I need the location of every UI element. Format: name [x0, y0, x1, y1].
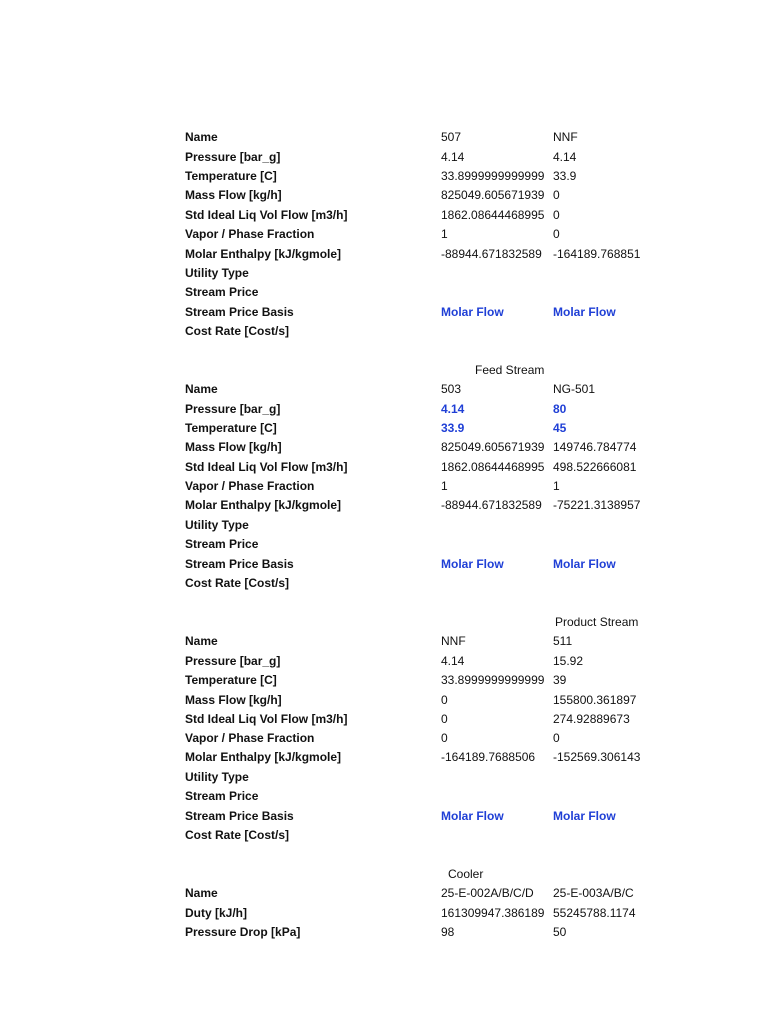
- section-header: Cooler: [448, 867, 484, 881]
- row-label: Stream Price: [185, 789, 259, 803]
- cell-value: 98: [441, 925, 455, 939]
- row-label: Vapor / Phase Fraction: [185, 731, 315, 745]
- cell-value: NNF: [553, 130, 578, 144]
- cell-value: 4.14: [553, 150, 577, 164]
- row-label: Mass Flow [kg/h]: [185, 440, 282, 454]
- table-row: [0, 534, 768, 554]
- table-row: [0, 883, 768, 903]
- table-row: [0, 709, 768, 729]
- row-label: Stream Price Basis: [185, 809, 294, 823]
- cell-value: 155800.361897: [553, 693, 637, 707]
- cell-value: 503: [441, 382, 462, 396]
- section-header-row: [0, 612, 768, 632]
- row-label: Utility Type: [185, 770, 249, 784]
- cell-value: -152569.306143: [553, 750, 641, 764]
- cell-value: 4.14: [441, 402, 465, 416]
- row-label: Cost Rate [Cost/s]: [185, 828, 290, 842]
- table-row: [0, 670, 768, 690]
- cell-value: Molar Flow: [441, 557, 504, 571]
- cell-value: 498.522666081: [553, 460, 637, 474]
- row-label: Utility Type: [185, 266, 249, 280]
- cell-value: 33.9: [441, 421, 465, 435]
- cell-value: 511: [553, 634, 573, 648]
- row-label: Stream Price Basis: [185, 557, 294, 571]
- row-label: Vapor / Phase Fraction: [185, 227, 315, 241]
- section-header: Feed Stream: [475, 363, 545, 377]
- cell-value: 25-E-003A/B/C: [553, 886, 634, 900]
- section-header-row: [0, 864, 768, 884]
- cell-value: 1862.08644468995: [441, 208, 545, 222]
- row-label: Pressure Drop [kPa]: [185, 925, 301, 939]
- row-label: Temperature [C]: [185, 421, 277, 435]
- row-label: Pressure [bar_g]: [185, 402, 281, 416]
- row-label: Vapor / Phase Fraction: [185, 479, 315, 493]
- row-label: Stream Price Basis: [185, 305, 294, 319]
- row-label: Name: [185, 382, 218, 396]
- row-label: Stream Price: [185, 537, 259, 551]
- table-row: [0, 244, 768, 264]
- table-row: [0, 476, 768, 496]
- table-row: [0, 321, 768, 341]
- cell-value: NG-501: [553, 382, 596, 396]
- cell-value: -88944.671832589: [441, 498, 542, 512]
- cell-value: Molar Flow: [441, 305, 504, 319]
- table-row: [0, 728, 768, 748]
- row-label: Cost Rate [Cost/s]: [185, 324, 290, 338]
- cell-value: 55245788.1174: [553, 906, 636, 920]
- table-row: [0, 806, 768, 826]
- cell-value: 0: [441, 731, 448, 745]
- table-row: [0, 903, 768, 923]
- cell-value: 4.14: [441, 150, 465, 164]
- table-row: [0, 185, 768, 205]
- table-row: [0, 147, 768, 167]
- table-row: [0, 767, 768, 787]
- table-row: [0, 651, 768, 671]
- section-header-row: [0, 360, 768, 380]
- cell-value: 39: [553, 673, 567, 687]
- cell-value: 0: [553, 208, 560, 222]
- table-row: [0, 418, 768, 438]
- table-row: [0, 554, 768, 574]
- row-label: Cost Rate [Cost/s]: [185, 576, 290, 590]
- table-row: [0, 127, 768, 147]
- table-row: [0, 515, 768, 535]
- cell-value: 0: [441, 712, 448, 726]
- table-row: [0, 690, 768, 710]
- cell-value: 15.92: [553, 654, 584, 668]
- cell-value: 50: [553, 925, 567, 939]
- cell-value: 25-E-002A/B/C/D: [441, 886, 534, 900]
- row-label: Mass Flow [kg/h]: [185, 693, 282, 707]
- row-label: Duty [kJ/h]: [185, 906, 248, 920]
- row-label: Name: [185, 130, 218, 144]
- row-label: Utility Type: [185, 518, 249, 532]
- row-label: Std Ideal Liq Vol Flow [m3/h]: [185, 712, 348, 726]
- cell-value: 0: [553, 188, 560, 202]
- cell-value: 33.8999999999999: [441, 169, 545, 183]
- table-row: [0, 437, 768, 457]
- row-label: Stream Price: [185, 285, 259, 299]
- row-label: Mass Flow [kg/h]: [185, 188, 282, 202]
- table-row: [0, 786, 768, 806]
- table-row: [0, 166, 768, 186]
- cell-value: 1: [553, 479, 560, 493]
- row-label: Name: [185, 634, 218, 648]
- cell-value: Molar Flow: [553, 305, 616, 319]
- table-row: [0, 379, 768, 399]
- cell-value: 825049.605671939: [441, 188, 545, 202]
- cell-value: Molar Flow: [553, 809, 616, 823]
- row-label: Temperature [C]: [185, 169, 277, 183]
- table-row: [0, 495, 768, 515]
- cell-value: -75221.3138957: [553, 498, 641, 512]
- cell-value: 0: [553, 731, 560, 745]
- cell-value: 33.9: [553, 169, 577, 183]
- cell-value: 45: [553, 421, 567, 435]
- cell-value: 0: [441, 693, 448, 707]
- table-row: [0, 282, 768, 302]
- cell-value: 1: [441, 227, 448, 241]
- row-label: Pressure [bar_g]: [185, 150, 281, 164]
- row-label: Molar Enthalpy [kJ/kgmole]: [185, 247, 342, 261]
- row-label: Temperature [C]: [185, 673, 277, 687]
- table-row: [0, 457, 768, 477]
- cell-value: 507: [441, 130, 462, 144]
- cell-value: 161309947.386189: [441, 906, 545, 920]
- cell-value: 33.8999999999999: [441, 673, 545, 687]
- table-row: [0, 631, 768, 651]
- cell-value: -88944.671832589: [441, 247, 542, 261]
- cell-value: 80: [553, 402, 567, 416]
- table-row: [0, 573, 768, 593]
- table-row: [0, 825, 768, 845]
- row-label: Pressure [bar_g]: [185, 654, 281, 668]
- cell-value: 274.92889673: [553, 712, 630, 726]
- cell-value: 1: [441, 479, 448, 493]
- cell-value: NNF: [441, 634, 466, 648]
- cell-value: Molar Flow: [553, 557, 616, 571]
- cell-value: Molar Flow: [441, 809, 504, 823]
- row-label: Molar Enthalpy [kJ/kgmole]: [185, 498, 342, 512]
- cell-value: 0: [553, 227, 560, 241]
- cell-value: 825049.605671939: [441, 440, 545, 454]
- table-row: [0, 747, 768, 767]
- row-label: Std Ideal Liq Vol Flow [m3/h]: [185, 208, 348, 222]
- cell-value: 4.14: [441, 654, 465, 668]
- table-row: [0, 399, 768, 419]
- table-row: [0, 263, 768, 283]
- cell-value: 1862.08644468995: [441, 460, 545, 474]
- cell-value: 149746.784774: [553, 440, 637, 454]
- table-row: [0, 224, 768, 244]
- row-label: Std Ideal Liq Vol Flow [m3/h]: [185, 460, 348, 474]
- table-row: [0, 302, 768, 322]
- table-row: [0, 205, 768, 225]
- cell-value: -164189.768851: [553, 247, 641, 261]
- row-label: Name: [185, 886, 218, 900]
- row-label: Molar Enthalpy [kJ/kgmole]: [185, 750, 342, 764]
- table-row: [0, 922, 768, 942]
- cell-value: -164189.7688506: [441, 750, 536, 764]
- section-header: Product Stream: [555, 615, 639, 629]
